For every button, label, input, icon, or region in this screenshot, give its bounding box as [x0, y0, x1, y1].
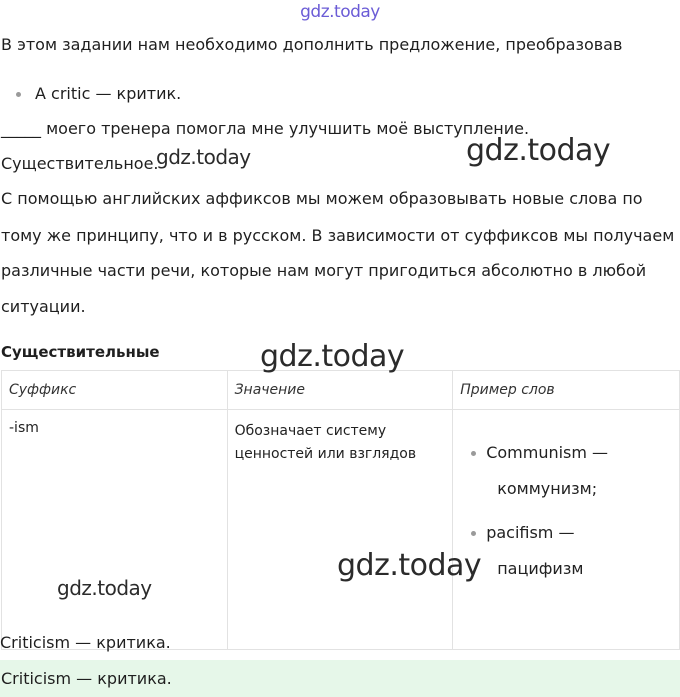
suffix-value: -ism: [9, 420, 39, 436]
table-row: [2, 410, 680, 650]
paragraph-line: С помощью английских аффиксов мы можем образовывать новые слова по: [1, 189, 643, 208]
answer-highlight: [0, 660, 680, 697]
bullet-item: [16, 84, 181, 103]
meaning-cell: [227, 410, 453, 650]
table-header-row: [2, 371, 680, 410]
examples-cell: [453, 410, 680, 650]
column-header: Суффикс: [2, 371, 228, 410]
example-item: [471, 435, 672, 471]
paragraph-line: различные части речи, которые нам могут пригодиться абсолютно в любой: [1, 261, 647, 280]
task-sentence: _____ моего тренера помогла мне улучшить моё выступление.: [1, 119, 530, 138]
watermark: gdz.today: [57, 576, 152, 600]
bullet-dot-icon: [471, 451, 476, 456]
example-word: Communism —: [486, 443, 609, 462]
example-translation: коммунизм;: [497, 479, 598, 498]
meaning-line: Обозначает систему: [234, 423, 387, 439]
section-title: Существительные: [1, 343, 160, 361]
suffix-cell: [2, 410, 228, 650]
bullet-dot-icon: [16, 92, 21, 97]
example-translation: пацифизм: [497, 559, 584, 578]
intro-text: В этом задании нам необходимо дополнить предложение, преобразовав: [1, 35, 623, 54]
bullet-text: A critic — критик.: [35, 84, 182, 103]
example-word: pacifism —: [486, 523, 575, 542]
example-item: [471, 515, 672, 551]
meaning-line: ценностей или взглядов: [234, 446, 417, 462]
paragraph-line: тому же принципу, что и в русском. В зависимости от суффиксов мы получаем: [1, 226, 675, 245]
watermark: gdz.today: [466, 133, 611, 168]
column-header: Значение: [227, 371, 453, 410]
watermark: gdz.today: [337, 548, 482, 583]
answer-text: Criticism — критика.: [0, 633, 171, 652]
answer-highlight-text: Criticism — критика.: [1, 669, 172, 688]
watermark: gdz.today: [156, 145, 251, 169]
watermark-top: gdz.today: [300, 2, 380, 22]
part-of-speech: Существительное.: [1, 154, 159, 173]
column-header: Пример слов: [453, 371, 680, 410]
watermark: gdz.today: [260, 339, 405, 374]
suffix-table: [1, 370, 680, 650]
bullet-dot-icon: [471, 531, 476, 536]
paragraph-line: ситуации.: [1, 297, 86, 316]
